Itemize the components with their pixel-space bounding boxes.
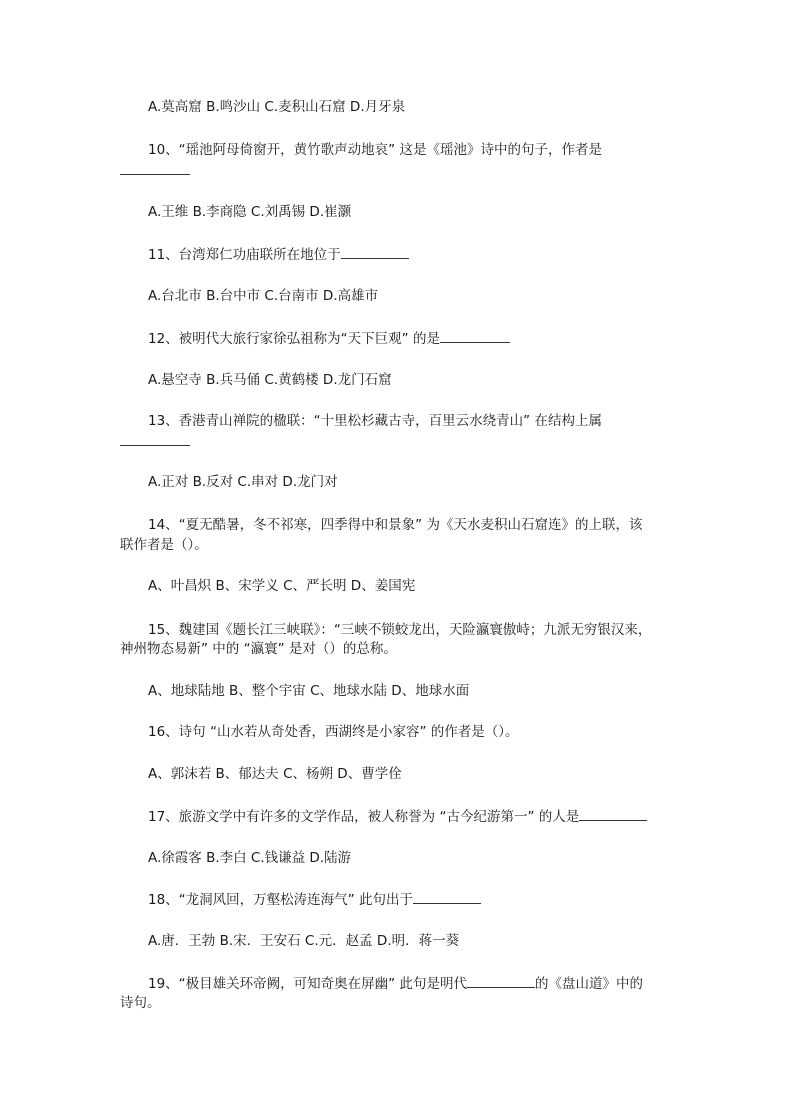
answer-blank (440, 328, 510, 343)
question-text: 12、被明代大旅行家徐弘祖称为“天下巨观” 的是 (148, 331, 440, 347)
q11-question (148, 244, 409, 265)
q16-options: A、郭沫若 B、郁达夫 C、杨朔 D、曹学佺 (148, 766, 402, 782)
answer-blank (341, 244, 409, 259)
answer-blank (467, 973, 535, 988)
q10-answer-blank (120, 160, 190, 181)
question-text: 19、“极目雄关环帝阙，可知奇奥在屏幽” 此句是明代 (148, 976, 467, 992)
q17-question (148, 806, 647, 827)
question-text: 17、旅游文学中有许多的文学作品，被人称誉为 “古今纪游第一” 的人是 (148, 809, 580, 825)
answer-blank (120, 431, 190, 446)
q14-question: 14、“夏无酷暑，冬不祁寒，四季得中和景象” 为《天水麦积山石窟连》的上联，该 (148, 517, 643, 533)
q18-question (148, 889, 481, 910)
q14-options: A、叶昌炽 B、宋学义 C、严长明 D、姜国宪 (148, 578, 416, 594)
q19-question (148, 973, 643, 994)
q12-options: A.悬空寺 B.兵马俑 C.黄鹤楼 D.龙门石窟 (148, 372, 392, 388)
q16-question: 16、诗句 “山水若从奇处香，西湖终是小家容” 的作者是（）。 (148, 724, 519, 740)
q15-options: A、地球陆地 B、整个宇宙 C、地球水陆 D、地球水面 (148, 683, 470, 699)
q10-question: 10、“瑶池阿母倚窗开，黄竹歌声动地哀” 这是《瑶池》诗中的句子，作者是 (148, 142, 602, 158)
q13-answer-blank (120, 431, 190, 452)
answer-blank (413, 889, 481, 904)
q13-options: A.正对 B.反对 C.串对 D.龙门对 (148, 474, 338, 490)
q13-question: 13、香港青山禅院的楹联：“十里松杉藏古寺，百里云水绕青山” 在结构上属 (148, 413, 602, 429)
answer-blank (120, 160, 190, 175)
q17-options: A.徐霞客 B.李白 C.钱谦益 D.陆游 (148, 850, 352, 866)
question-text: 11、台湾郑仁功庙联所在地位于 (148, 247, 341, 263)
q10-options: A.王维 B.李商隐 C.刘禹锡 D.崔灏 (148, 204, 352, 220)
question-text-tail: 的《盘山道》中的 (534, 976, 643, 992)
q19-question-cont: 诗句。 (120, 995, 161, 1011)
answer-blank (579, 806, 647, 821)
q11-options: A.台北市 B.台中市 C.台南市 D.高雄市 (148, 288, 379, 304)
q14-question-cont: 联作者是（）。 (120, 537, 208, 553)
q15-question: 15、魏建国《题长江三峡联》：“三峡不锁蛟龙出，天险瀛寰傲峙；九派无穷银汉来， (148, 622, 652, 638)
q12-question (148, 328, 510, 349)
q15-question-cont: 神州物态易新” 中的 “瀛寰” 是对（）的总称。 (120, 641, 397, 657)
question-text: 18、“龙洞风回，万壑松涛连海气” 此句出于 (148, 892, 413, 908)
q18-options: A.唐．王勃 B.宋．王安石 C.元．赵孟 D.明．蒋一葵 (148, 933, 460, 949)
q9-options: A.莫高窟 B.鸣沙山 C.麦积山石窟 D.月牙泉 (148, 99, 406, 115)
